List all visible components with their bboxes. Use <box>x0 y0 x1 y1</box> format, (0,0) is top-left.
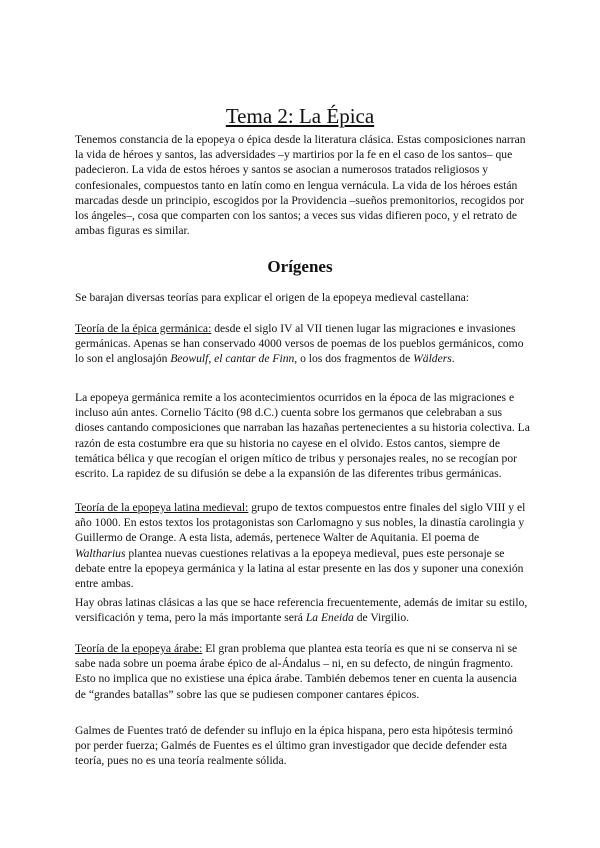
latin-theory-paragraph <box>75 500 530 591</box>
section-heading: Orígenes <box>267 257 333 276</box>
arabic-theory-label: Teoría de la epopeya árabe: <box>75 642 203 655</box>
work-title-walders: Wälders <box>413 352 452 366</box>
arabic-theory-text-1: El gran problema que plantea esta teoría es que ni se conserva ni se sabe nada sobre un poema árabe épico de al-Ándalus – ni, en su defecto, de ningún fragmento. Esto no implica que no existiese una épica árabe. También debemos tener en cuenta la ausencia de “grandes batallas” sobre las que se pudiesen componer cantares épicos. <box>75 642 518 701</box>
latin-classics-text-1: Hay obras latinas clásicas a las que se hace referencia frecuentemente, además de imitar su estilo, versificación y tema, pero la más importante será <box>75 596 528 625</box>
work-title-eneida: La Eneida <box>305 611 354 625</box>
latin-classics-paragraph <box>75 595 530 625</box>
arabic-theory-paragraph <box>75 641 530 702</box>
page-title: Tema 2: La Épica <box>225 104 375 128</box>
arabic-followup-paragraph: Galmes de Fuentes trató de defender su influjo en la épica hispana, pero esta hipótesis terminó por perder fuerza; Galmés de Fuentes es el último gran investigador que decide defender esta teoría, pues no es una teoría realmente sólida. <box>75 724 513 768</box>
germanic-theory-separator: , <box>208 352 215 366</box>
work-title-waltharius: Waltharius <box>75 546 126 560</box>
latin-theory-text-2: plantea nuevas cuestiones relativas a la epopeya medieval, pues este personaje se debate entre la epopeya germánica y la latina al estar presente en las dos y suponer una conexión entre ambas. <box>75 546 524 591</box>
lead-paragraph: Se barajan diversas teorías para explicar el origen de la epopeya medieval castellana: <box>75 291 470 304</box>
work-title-beowulf: Beowulf <box>170 352 209 366</box>
germanic-theory-text-2: , o los dos fragmentos de <box>294 352 414 366</box>
germanic-theory-text-1: desde el siglo IV al VII tienen lugar las migraciones e invasiones germánicas. Apenas se han conservado 4000 versos de poemas de los pueblos germánicos, como lo son el anglosajón <box>75 322 524 366</box>
germanic-theory-paragraph <box>75 321 530 367</box>
germanic-theory-text-3: . <box>451 352 455 366</box>
latin-theory-label: Teoría de la epopeya latina medieval: <box>75 501 249 514</box>
germanic-theory-label: Teoría de la épica germánica: <box>75 322 212 335</box>
germanic-epic-paragraph: La epopeya germánica remite a los acontecimientos ocurridos en la época de las migraciones e incluso aún antes. Cornelio Tácito (98 d.C.) cuenta sobre los germanos que celebraban a sus dioses cantando composiciones que narraban las hazañas pertenecientes a su historia colectiva. La razón de esta costumbre era que su historia no cayese en el olvido. Estos cantos, siempre de temática bélica y que recogían el origen mítico de tribus y personajes reales, no se recogían por escrito. La rapidez de su difusión se debe a la expansión de las diferentes tribus germánicas. <box>75 391 530 481</box>
intro-paragraph: Tenemos constancia de la epopeya o épica desde la literatura clásica. Estas composiciones narran la vida de héroes y santos, las adversidades –y martirios por la fe en el caso de los santos– que padecieron. La vida de estos héroes y santos se asocian a numerosos tratados religiosos y confesionales, compuestos tanto en latín como en lengua vernácula. La vida de los héroes están marcadas desde un principio, escogidos por la Providencia –sueños premonitorios, recogidos por los ángeles–, cosa que comparten con los santos; a veces sus vidas difieren poco, y el retrato de ambas figuras es similar. <box>75 133 526 238</box>
work-title-finn: el cantar de Finn <box>214 352 295 366</box>
latin-theory-text-1: grupo de textos compuestos entre finales del siglo VIII y el año 1000. En estos textos los protagonistas son Carlomagno y sus nobles, la dinastía carolingia y Guillermo de Orange. A esta lista, además, pertenece Walter de Aquitania. El poema de <box>75 501 526 545</box>
latin-classics-text-2: de Virgilio. <box>353 611 410 625</box>
